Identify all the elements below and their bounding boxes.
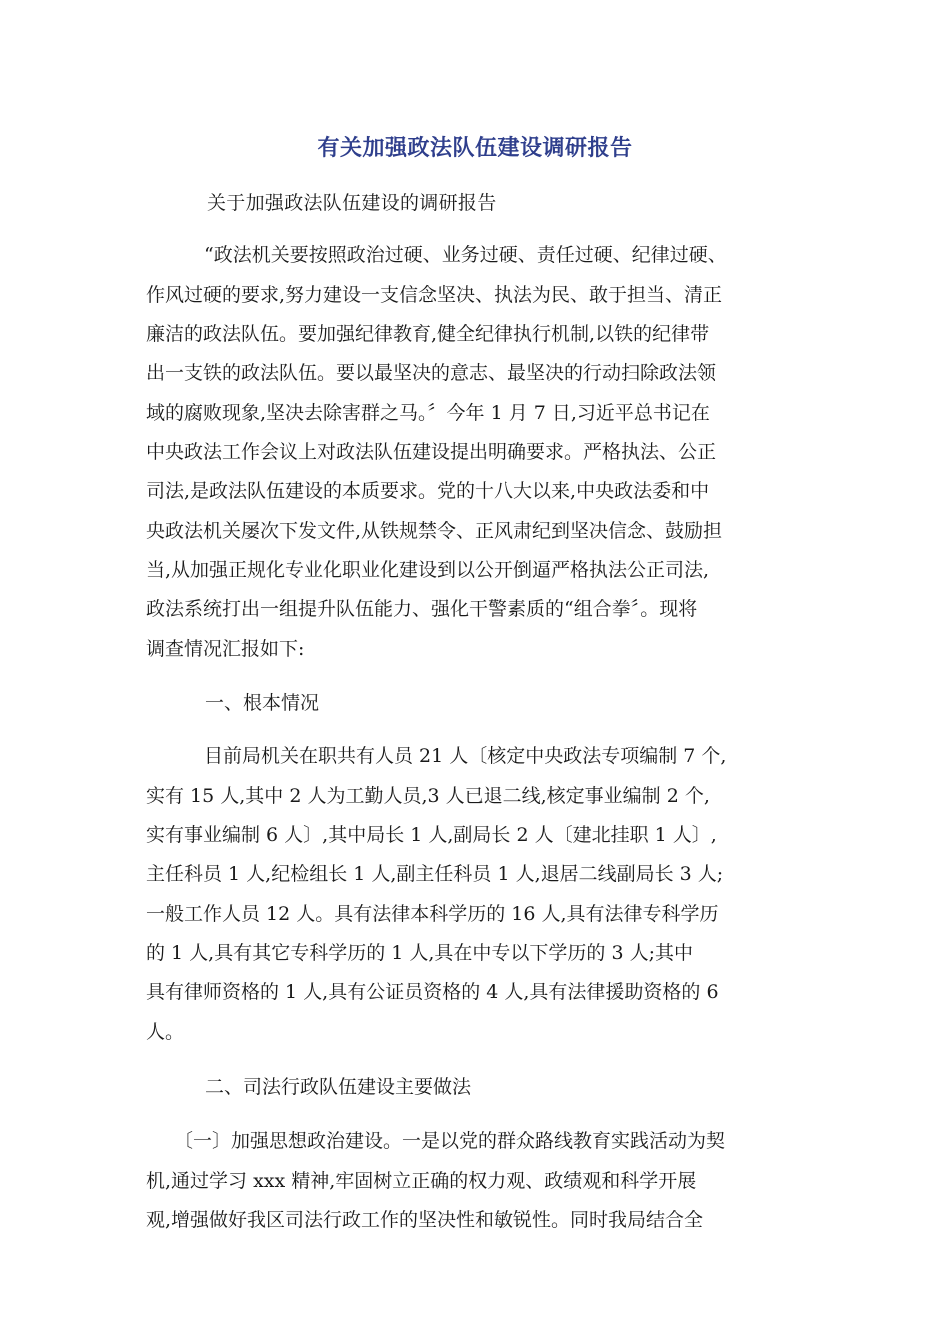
intro-line: “政法机关要按照政治过硬、业务过硬、责任过硬、纪律过硬、 xyxy=(204,244,727,266)
intro-line: 调查情况汇报如下: xyxy=(146,638,305,660)
intro-line: 域的腐败现象,坚决去除害群之马。〞今年 1 月 7 日,习近平总书记在 xyxy=(146,402,710,424)
section-2-line: 观,增强做好我区司法行政工作的坚决性和敏锐性。同时我局结合全 xyxy=(146,1209,704,1231)
intro-line: 中央政法工作会议上对政法队伍建设提出明确要求。严格执法、公正 xyxy=(146,441,717,463)
section-1-line: 目前局机关在职共有人员 21 人〔核定中央政法专项编制 7 个, xyxy=(204,745,727,767)
section-1-heading: 一、根本情况 xyxy=(205,692,320,714)
section-1-line: 一般工作人员 12 人。具有法律本科学历的 16 人,具有法律专科学历 xyxy=(146,903,719,925)
section-2-line: 机,通过学习 xxx 精神,牢固树立正确的权力观、政绩观和科学开展 xyxy=(146,1170,697,1192)
section-1-line: 人。 xyxy=(146,1021,185,1043)
intro-line: 司法,是政法队伍建设的本质要求。党的十八大以来,中央政法委和中 xyxy=(146,480,710,502)
section-1-line: 主任科员 1 人,纪检组长 1 人,副主任科员 1 人,退居二线副局长 3 人; xyxy=(146,863,724,885)
section-1-line: 的 1 人,具有其它专科学历的 1 人,具在中专以下学历的 3 人;其中 xyxy=(146,942,693,964)
intro-line: 作风过硬的要求,努力建设一支信念坚决、执法为民、敢于担当、清正 xyxy=(146,284,723,306)
section-2-heading: 二、司法行政队伍建设主要做法 xyxy=(205,1076,472,1098)
section-1-line: 实有 15 人,其中 2 人为工勤人员,3 人已退二线,核定事业编制 2 个, xyxy=(146,785,710,807)
intro-line: 政法系统打出一组提升队伍能力、强化干警素质的“组合拳〞。现将 xyxy=(146,598,698,620)
intro-line: 出一支铁的政法队伍。要以最坚决的意志、最坚决的行动扫除政法领 xyxy=(146,362,717,384)
section-1-line: 具有律师资格的 1 人,具有公证员资格的 4 人,具有法律援助资格的 6 xyxy=(146,981,719,1003)
intro-line: 央政法机关屡次下发文件,从铁规禁令、正风肃纪到坚决信念、鼓励担 xyxy=(146,520,723,542)
document-title: 有关加强政法队伍建设调研报告 xyxy=(317,136,633,161)
section-2-line: 〔一〕加强思想政治建设。一是以党的群众路线教育实践活动为契 xyxy=(174,1130,726,1152)
section-1-line: 实有事业编制 6 人〕,其中局长 1 人,副局长 2 人〔建北挂职 1 人〕, xyxy=(146,824,717,846)
intro-line: 当,从加强正规化专业化职业化建设到以公开倒逼严格执法公正司法, xyxy=(146,559,710,581)
document-subtitle: 关于加强政法队伍建设的调研报告 xyxy=(207,192,497,214)
intro-line: 廉洁的政法队伍。要加强纪律教育,健全纪律执行机制,以铁的纪律带 xyxy=(146,323,710,345)
